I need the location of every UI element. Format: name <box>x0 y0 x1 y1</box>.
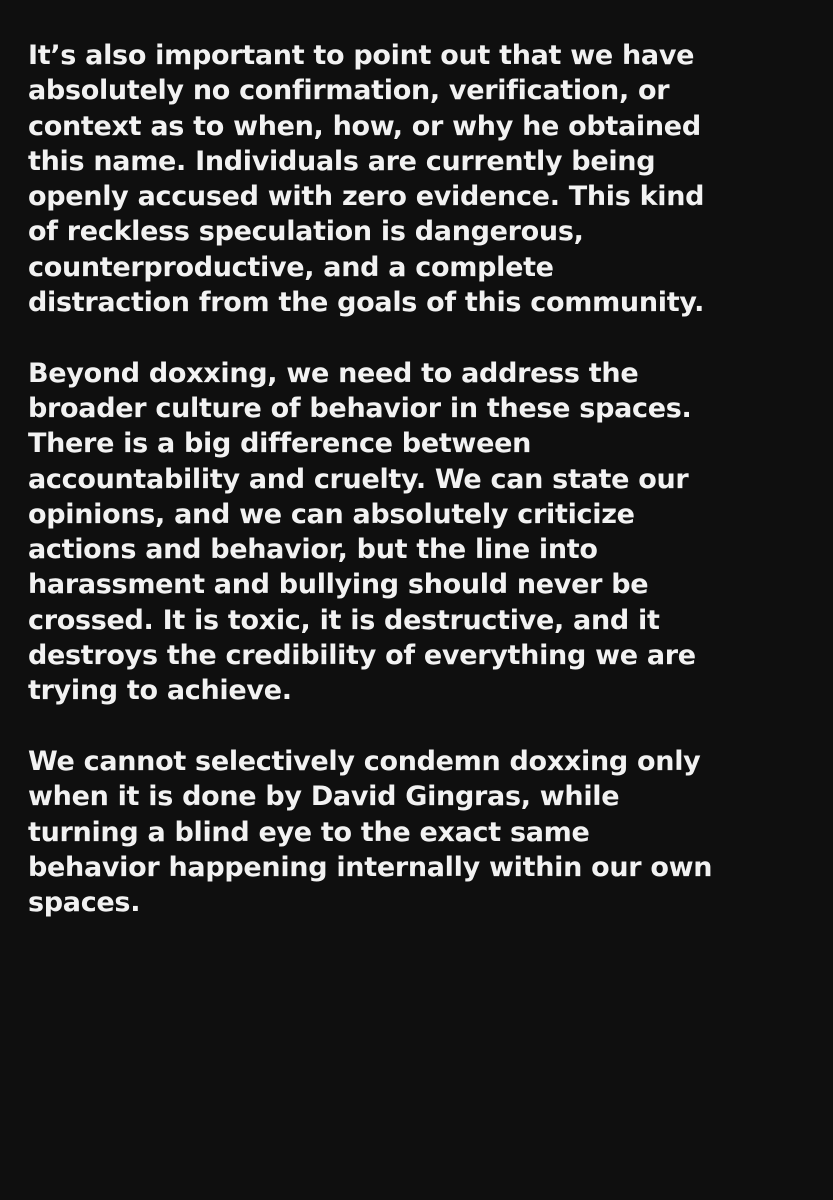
text-line: We cannot selectively condemn doxxing only <box>28 745 701 777</box>
text-line: counterproductive, and a complete <box>28 251 554 283</box>
text-line: destroys the credibility of everything we are <box>28 640 696 672</box>
text-line: harassment and bullying should never be <box>28 569 649 601</box>
text-line: actions and behavior, but the line into <box>28 534 598 566</box>
text-line: It’s also important to point out that we have <box>28 40 695 71</box>
paragraph-3 <box>28 744 818 920</box>
paragraph-2 <box>28 356 818 709</box>
text-line: spaces. <box>28 887 141 919</box>
text-line: There is a big difference between <box>28 428 532 460</box>
text-line: this name. Individuals are currently being <box>28 145 656 177</box>
text-line: behavior happening internally within our own <box>28 851 713 883</box>
text-line: turning a blind eye to the exact same <box>28 816 590 848</box>
text-line: crossed. It is toxic, it is destructive, and it <box>28 604 660 636</box>
text-line: accountability and cruelty. We can state our <box>28 463 689 495</box>
paragraph-1 <box>28 38 818 320</box>
text-line: of reckless speculation is dangerous, <box>28 216 584 248</box>
text-line: context as to when, how, or why he obtained <box>28 110 701 142</box>
text-line: trying to achieve. <box>28 675 292 707</box>
text-line: openly accused with zero evidence. This kind <box>28 181 705 213</box>
text-line: when it is done by David Gingras, while <box>28 781 620 813</box>
text-line: broader culture of behavior in these spaces. <box>28 392 692 424</box>
text-line: Beyond doxxing, we need to address the <box>28 357 639 389</box>
text-line: distraction from the goals of this community. <box>28 287 705 319</box>
note-body <box>28 38 818 956</box>
text-line: opinions, and we can absolutely criticize <box>28 498 635 530</box>
text-line: absolutely no confirmation, verification, or <box>28 75 670 107</box>
